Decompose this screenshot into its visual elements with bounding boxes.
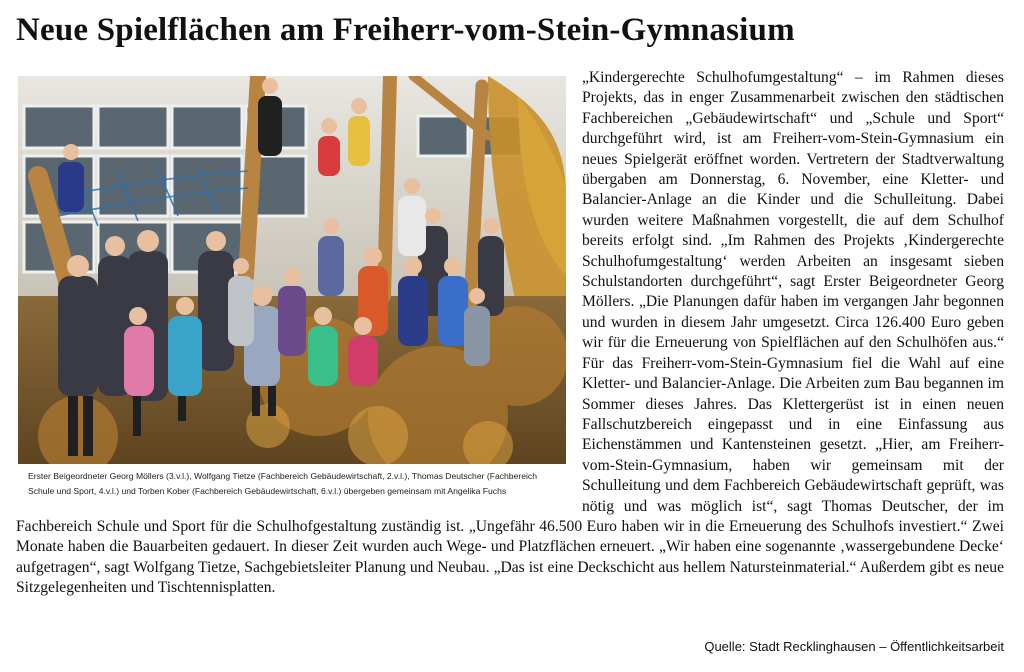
article-figure	[18, 76, 570, 499]
source-credit: Quelle: Stadt Recklinghausen – Öffentlichkeitsarbeit	[704, 639, 1004, 654]
article-body-wrapper	[16, 68, 1004, 599]
group-photo	[18, 76, 566, 464]
article-text: „Kindergerechte Schulhofumgestaltung“ – im Rahmen dieses Projekts, das in enger Zusammenarbeit zwischen den städtischen Fachbereichen „Gebäudewirtschaft“ und „Schule und Sport“ durchgeführt wird, ist am Freiherr-vom-Stein-Gymnasium ein neues Spielgerät eröffnet worden. Vertretern der Stadtverwaltung übergaben am Donnerstag, 6. November, eine Kletter- und Balancier-Anlage an die Kinder und die Schulleitung. Dabei wurden weitere Maßnahmen vorgestellt, die auf dem Schulhof bereits erfolgt sind. „Im Rahmen des Projekts ‚Kindergerechte Schulhofumgestaltung‘ werden Arbeiten an insgesamt sieben Schulstandorten durchgeführt“, sagt Erster Beigeordneter Georg Möllers. „Die Planungen dafür haben im vergangen Jahr begonnen und wurden in diesem Jahr umgesetzt. Circa 126.400 Euro geben wir für die Erneuerung von Spielflächen auf den Schulhöfen aus.“ Für das Freiherr-vom-Stein-Gymnasium fiel die Wahl auf eine Kletter- und Balancier-Anlage. Die Arbeiten zum Bau begannen im Sommer dieses Jahres. Das Klettergerüst ist in einen neuen Fallschutzbereich eingepasst und in eine Einfassung aus Eichenstämmen und Kantensteinen gesetzt. „Hier, am Freiherr-vom-Stein-Gymnasium, haben wir gemeinsam mit der Schulleitung und dem Fachbereich Gebäudewirtschaft geprüft, was nötig und was möglich ist“, sagt Thomas Deutscher, der im Fachbereich Schule und Sport für die Schulhofgestaltung zuständig ist. „Ungefähr 46.500 Euro haben wir in die Erneuerung des Schulhofs investiert.“ Zwei Monate haben die Bauarbeiten gedauert. In dieser Zeit wurden auch Wege- und Platzflächen erneuert. „Wir haben eine sogenannte ‚wassergebundene Decke‘ aufgetragen“, sagt Wolfgang Tietze, Sachgebietsleiter Planung und Neubau. „Das ist eine Deckschicht aus hellem Natursteinmaterial.“ Außerdem gibt es neue Sitzgelegenheiten und Tischtennisplatten.	[16, 69, 1004, 597]
article-headline: Neue Spielflächen am Freiherr-vom-Stein-Gymnasium	[16, 12, 795, 48]
photo-caption: Erster Beigeordneter Georg Möllers (3.v.l.), Wolfgang Tietze (Fachbereich Gebäudewirtschaft, 2.v.l.), Thomas Deutscher (Fachbereich Schule und Sport, 4.v.l.) und Torben Kober (Fachbereich Gebäudewirtschaft, 6.v.l.) übergeben gemeinsam mit Angelika Fuchs	[28, 471, 537, 496]
